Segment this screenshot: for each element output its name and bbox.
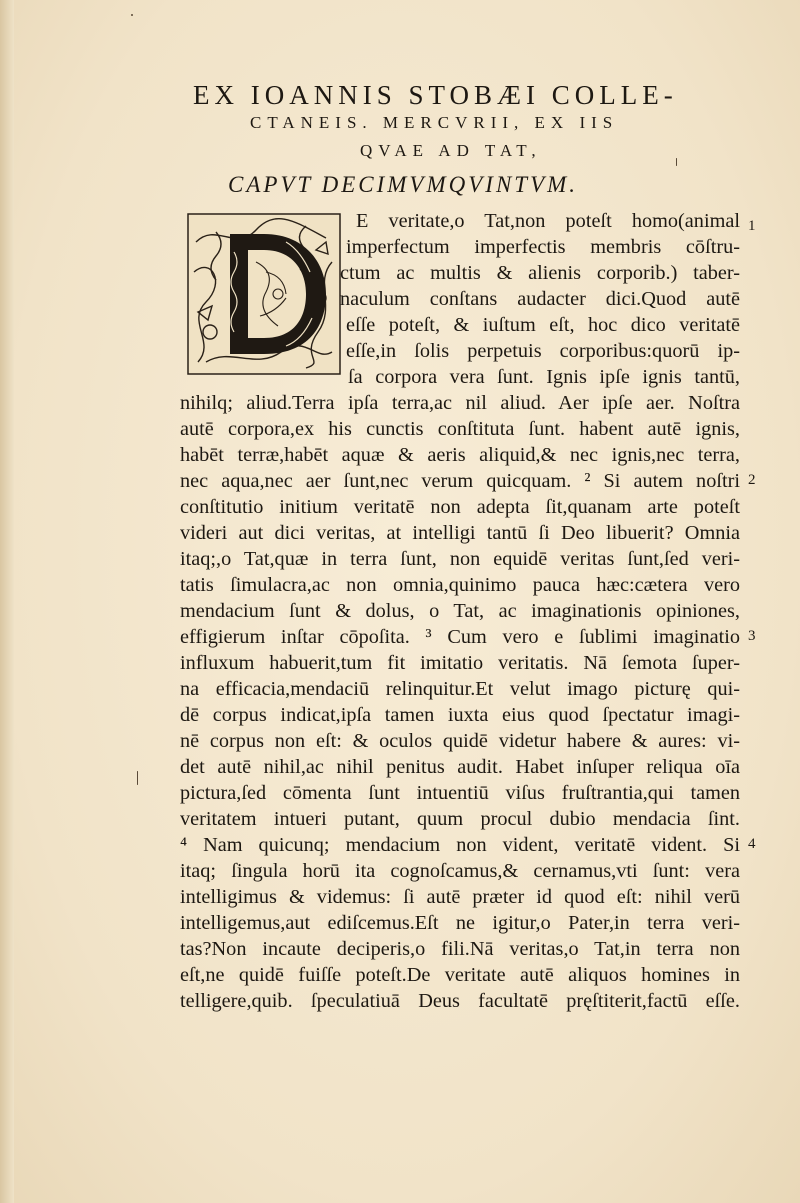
chapter-heading: CAPVT DECIMVMQVINTVM.: [228, 172, 579, 197]
text-line: influxum habuerit,tum fit imitatio veritatis. Nā ſemota ſuper-: [180, 652, 740, 674]
title-line-1: EX IOANNIS STOBÆI COLLE-: [193, 80, 678, 110]
text-line: telligere,quib. ſpeculatiuā Deus facultatē pręſtiterit,factū eſſe.: [180, 990, 740, 1012]
text-line: ctum ac multis & alienis corporib.) taber-: [340, 262, 740, 284]
text-line: itaq; ſingula horū ita cognoſcamus,& cernamus,vti ſunt: vera: [180, 860, 740, 882]
text-line: pictura,ſed cōmenta ſunt intuentiū viſus fruſtrantia,qui tamen: [180, 782, 740, 804]
text-line: conſtitutio initium veritatē non adepta ſit,quanam arte poteſt: [180, 496, 740, 518]
ink-speck: [137, 771, 138, 785]
ink-speck: [131, 14, 133, 16]
text-line: intelligimus & videmus: ſi autē præter id quod eſt: nihil verū: [180, 886, 740, 908]
text-line: tatis ſimulacra,ac non omnia,quinimo pauca hæc:cætera vero: [180, 574, 740, 596]
text-line: ſa corpora vera ſunt. Ignis ipſe ignis tantū,: [348, 366, 740, 388]
margin-number: 2: [748, 472, 756, 488]
text-line: eſt,ne quidē fuiſſe poteſt.De veritate autē aliquos homines in: [180, 964, 740, 986]
text-line: na efficacia,mendaciū relinquitur.Et velut imago picturę qui-: [180, 678, 740, 700]
text-line: eſſe,in ſolis perpetuis corporibus:quorū ip-: [346, 340, 740, 362]
page-gutter: [0, 0, 14, 1203]
text-line: videri aut dici veritas, at intelligi tantū ſi Deo libuerit? Omnia: [180, 522, 740, 544]
text-line: itaq;,o Tat,quæ in terra ſunt, non equidē veritas ſunt,ſed veri-: [180, 548, 740, 570]
text-line: E veritate,o Tat,non poteſt homo(animal: [356, 210, 740, 232]
text-line: habēt terræ,habēt aquæ & aeris aliquid,& nec ignis,nec terra,: [180, 444, 740, 466]
text-line: tas?Non incaute deciperis,o fili.Nā veritas,o Tat,in terra non: [180, 938, 740, 960]
ink-speck: [676, 158, 677, 166]
text-line: nihilq; aliud.Terra ipſa terra,ac nil aliud. Aer ipſe aer. Noſtra: [180, 392, 740, 414]
margin-number: 3: [748, 628, 756, 644]
text-line: autē corpora,ex his cunctis conſtituta ſunt. habent autē ignis,: [180, 418, 740, 440]
text-line: naculum conſtans audacter dici.Quod autē: [340, 288, 740, 310]
title-line-3: QVAE AD TAT,: [360, 141, 542, 160]
margin-number: 1: [748, 218, 756, 234]
text-line: veritatem intueri putant, quum procul dubio mendacia ſint.: [180, 808, 740, 830]
text-line: nē corpus non eſt: & oculos quidē videtur habere & aures: vi-: [180, 730, 740, 752]
text-line: intelligemus,aut ediſcemus.Eſt ne igitur,o Pater,in terra veri-: [180, 912, 740, 934]
margin-number: 4: [748, 836, 756, 852]
text-line: imperfectum imperfectis membris cōſtru-: [346, 236, 740, 258]
text-line: effigierum inſtar cōpoſita. ³ Cum vero e ſublimi imaginatio: [180, 626, 740, 648]
text-line: det autē nihil,ac nihil penitus audit. Habet inſuper reliqua oīa: [180, 756, 740, 778]
text-line: eſſe poteſt, & iuſtum eſt, hoc dico veritatē: [346, 314, 740, 336]
title-line-2: CTANEIS. MERCVRII, EX IIS: [250, 113, 619, 132]
text-line: dē corpus indicat,ipſa tamen iuxta eius quod ſpectatur imagi-: [180, 704, 740, 726]
text-line: mendacium ſunt & dolus, o Tat, ac imaginationis opiniones,: [180, 600, 740, 622]
text-line: ⁴ Nam quicunq; mendacium non vident, veritatē vident. Si: [180, 834, 740, 856]
text-line: nec aqua,nec aer ſunt,nec verum quicquam. ² Si autem noſtri: [180, 470, 740, 492]
decorated-initial-D-icon: [186, 212, 342, 376]
